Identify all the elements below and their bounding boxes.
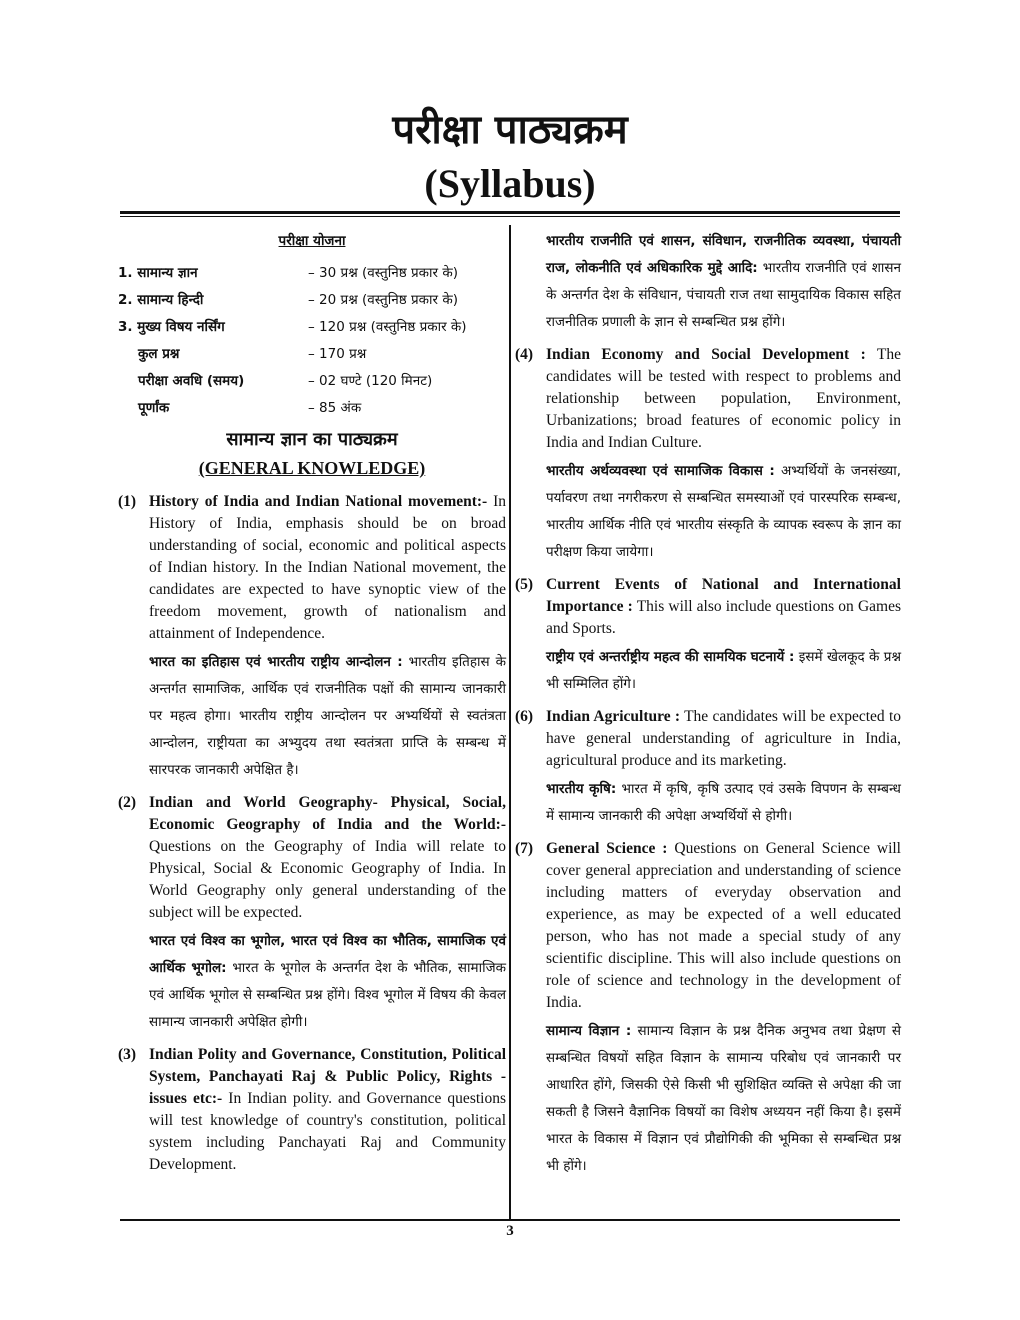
syllabus-item-7 <box>515 838 901 1184</box>
item-text: Questions on the Geography of India will relate to Physical, Social & Economic Geography of India. In World Geography only general understanding of the subject will be expected. <box>149 838 506 921</box>
item-number: (2) <box>118 794 137 811</box>
syllabus-item-1 <box>118 491 506 788</box>
syllabus-item-5 <box>515 574 901 702</box>
plan-label: परीक्षा अवधि (समय) <box>138 372 245 389</box>
page-number: 3 <box>506 1223 514 1239</box>
item-text: Questions on General Science will cover general appreciation and understanding of science including matters of everyday observation and experience, as may be expected of a well educated person, who has not made a special study of any scientific discipline. This will also include questions on role of science and technology in the development of India. <box>546 840 901 1011</box>
syllabus-item-2 <box>118 792 506 1040</box>
left-column <box>118 228 506 1184</box>
plan-value: – 20 प्रश्न (वस्तुनिष्ठ प्रकार के) <box>308 291 458 308</box>
top-rule <box>120 211 900 214</box>
plan-value: – 85 अंक <box>308 399 362 416</box>
item-number: (4) <box>515 346 534 363</box>
plan-value: – 120 प्रश्न (वस्तुनिष्ठ प्रकार के) <box>308 318 467 335</box>
item-text-hindi: भारतीय राजनीति एवं शासन के अन्तर्गत देश के संविधान, पंचायती राज तथा सामुदायिक विकास सहित राजनीतिक प्रणाली के ज्ञान से सम्बन्धित प्रश्न होंगे। <box>546 260 901 330</box>
exam-plan-row <box>118 367 506 394</box>
plan-label: 1. सामान्य ज्ञान <box>118 264 198 281</box>
syllabus-item-4 <box>515 344 901 570</box>
page-title-hindi: परीक्षा पाठ्यक्रम <box>392 107 628 153</box>
exam-plan-row <box>118 340 506 367</box>
item-text-hindi: इसमें खेलकूद के प्रश्न भी सम्मिलित होंगे। <box>546 649 901 692</box>
plan-value: – 30 प्रश्न (वस्तुनिष्ठ प्रकार के) <box>308 264 458 281</box>
item-number: (1) <box>118 493 137 510</box>
item-heading: Indian Polity and Governance, Constitution, Political System, Panchayati Raj & Public Policy, Rights - issues etc:- <box>149 1046 506 1107</box>
item-text-hindi: भारत के भूगोल के अन्तर्गत देश के भौतिक, सामाजिक एवं आर्थिक भूगोल से सम्बन्धित प्रश्न होंगे। विश्व भूगोल में विषय की केवल सामान्य जानकारी अपेक्षित होगी। <box>149 960 506 1030</box>
exam-plan-table <box>118 259 506 421</box>
bottom-rule <box>120 1219 900 1221</box>
exam-plan-heading: परीक्षा योजना <box>278 233 346 249</box>
item-heading-hindi: भारत का इतिहास एवं भारतीय राष्ट्रीय आन्दोलन : <box>149 654 403 670</box>
plan-label: कुल प्रश्न <box>138 345 180 362</box>
plan-value: – 170 प्रश्न <box>308 345 367 362</box>
gk-heading-english: (GENERAL KNOWLEDGE) <box>198 458 426 478</box>
item-heading: Current Events of National and International Importance : <box>546 576 901 615</box>
exam-plan-row <box>118 394 506 421</box>
item-heading-hindi: भारतीय अर्थव्यवस्था एवं सामाजिक विकास : <box>546 463 775 479</box>
column-divider <box>509 225 511 1219</box>
item-heading: General Science : <box>546 840 668 857</box>
exam-plan-row <box>118 313 506 340</box>
item-text: The candidates will be tested with respect to problems and relationship between population, Environment, Urbanizations; broad features of economic policy in India and Indian Culture. <box>546 346 901 451</box>
right-column <box>515 228 901 1188</box>
item-heading-hindi: भारत एवं विश्व का भूगोल, भारत एवं विश्व का भौतिक, सामाजिक एवं आर्थिक भूगोल: <box>149 933 506 976</box>
item-heading-hindi: राष्ट्रीय एवं अन्तर्राष्ट्रीय महत्व की सामयिक घटनायें : <box>546 649 795 665</box>
item-text: In History of India, emphasis should be on broad understanding of social, economic and political aspects of Indian history. In the Indian National movement, the candidates are expected to have synoptic view of the freedom movement, growth of nationalism and attainment of Independence. <box>149 493 506 642</box>
item-number: (5) <box>515 576 534 593</box>
item-heading: Indian Agriculture : <box>546 708 681 725</box>
item-heading-hindi: भारतीय राजनीति एवं शासन, संविधान, राजनीतिक व्यवस्था, पंचायती राज, लोकनीति एवं अधिकारिक मुद्दे आदि: <box>546 233 901 276</box>
exam-plan-row <box>118 259 506 286</box>
item-heading: History of India and Indian National movement:- <box>149 493 488 510</box>
item-text: The candidates will be expected to have general understanding of agriculture in India, agricultural produce and its marketing. <box>546 708 901 769</box>
item-heading: Indian Economy and Social Development : <box>546 346 866 363</box>
item-text-hindi: अभ्यर्थियों के जनसंख्या, पर्यावरण तथा नगरीकरण से सम्बन्धित समस्याओं एवं पारस्परिक सम्बन्ध, भारतीय आर्थिक नीति एवं भारतीय संस्कृति के व्यापक स्वरूप के ज्ञान का परीक्षण किया जायेगा। <box>546 463 901 560</box>
item-text: In Indian polity. and Governance questions will test knowledge of country's constitution, political system including Panchayati Raj and Community Development. <box>149 1090 506 1173</box>
top-rule-thin <box>120 216 900 217</box>
item-heading-hindi: भारतीय कृषि: <box>546 781 617 797</box>
item-text-hindi: भारत में कृषि, कृषि उत्पाद एवं उसके विपणन के सम्बन्ध में सामान्य जानकारी की अपेक्षा अभ्यर्थियों से होगी। <box>546 781 901 824</box>
plan-label: 2. सामान्य हिन्दी <box>118 291 204 308</box>
exam-plan-row <box>118 286 506 313</box>
item-number: (3) <box>118 1046 137 1063</box>
syllabus-item-3 <box>118 1044 506 1180</box>
item-text-hindi: भारतीय इतिहास के अन्तर्गत सामाजिक, आर्थिक एवं राजनीतिक पक्षों की सामान्य जानकारी पर महत्व होगा। भारतीय राष्ट्रीय आन्दोलन पर अभ्यर्थियों से स्वतंत्रता आन्दोलन, राष्ट्रीयता का अभ्युदय तथा स्वतंत्रता प्राप्ति के सम्बन्ध में सारपरक जानकारी अपेक्षित है। <box>149 654 506 778</box>
item-number: (6) <box>515 708 534 725</box>
page-title-english: (Syllabus) <box>424 161 596 206</box>
item-heading-hindi: सामान्य विज्ञान : <box>546 1023 632 1039</box>
syllabus-item-3-continued <box>515 228 901 340</box>
item-heading: Indian and World Geography- Physical, Social, Economic Geography of India and the World:- <box>149 794 506 833</box>
syllabus-item-6 <box>515 706 901 834</box>
item-text: This will also include questions on Games and Sports. <box>546 598 901 637</box>
plan-value: – 02 घण्टे (120 मिनट) <box>308 372 433 389</box>
gk-heading-hindi: सामान्य ज्ञान का पाठ्यक्रम <box>226 429 398 450</box>
item-text-hindi: सामान्य विज्ञान के प्रश्न दैनिक अनुभव तथा प्रेक्षण से सम्बन्धित विषयों सहित विज्ञान के सामान्य परिबोध एवं जानकारी पर आधारित होंगे, जिसकी ऐसे किसी भी सुशिक्षित व्यक्ति से अपेक्षा की जा सकती है जिसने वैज्ञानिक विषयों का विशेष अध्ययन नहीं किया है। इसमें भारत के विकास में विज्ञान एवं प्रौद्योगिकी की भूमिका से सम्बन्धित प्रश्न भी होंगे। <box>546 1023 901 1174</box>
plan-label: पूर्णांक <box>138 399 170 416</box>
item-number: (7) <box>515 840 534 857</box>
plan-label: 3. मुख्य विषय नर्सिंग <box>118 318 225 335</box>
